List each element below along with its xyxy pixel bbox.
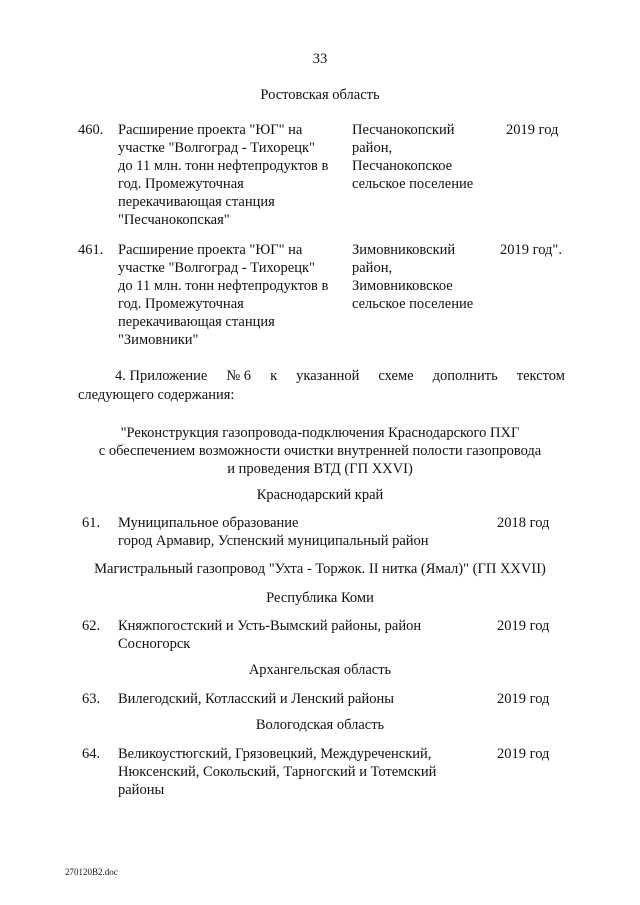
item-description: Великоустюгский, Грязовецкий, Междуреченский, Нюксенский, Сокольский, Тарногский и Тотемский районы xyxy=(118,746,437,798)
item-year: 2019 год xyxy=(497,618,550,634)
region-heading: Архангельская область xyxy=(248,662,392,678)
region-heading: Краснодарский край xyxy=(256,487,384,503)
item-number: 61. xyxy=(82,515,101,531)
item-location: Песчанокопский район, Песчанокопское сельское поселение xyxy=(352,122,474,192)
item-year: 2019 год xyxy=(497,746,550,762)
item-number: 63. xyxy=(82,691,101,707)
section-title-line: с обеспечением возможности очистки внутренней полости газопровода xyxy=(98,443,542,459)
item-description: Муниципальное образование город Армавир, Успенский муниципальный район xyxy=(118,515,429,549)
item-number: 460. xyxy=(78,122,104,138)
item-number: 62. xyxy=(82,618,101,634)
item-description: Расширение проекта "ЮГ" на участке "Волгоград - Тихорецк" до 11 млн. тонн нефтепродуктов в год. Промежуточная перекачивающая станция "Песчанокопская" xyxy=(118,122,329,228)
item-number: 461. xyxy=(78,242,104,258)
item-year: 2019 год xyxy=(497,691,550,707)
item-year: 2018 год xyxy=(497,515,550,531)
item-description: Расширение проекта "ЮГ" на участке "Волгоград - Тихорецк" до 11 млн. тонн нефтепродуктов в год. Промежуточная перекачивающая станция "Зимовники" xyxy=(118,242,329,348)
region-heading: Республика Коми xyxy=(266,590,374,606)
section-title-line: "Реконструкция газопровода-подключения Краснодарского ПХГ xyxy=(120,425,520,441)
amendment-line-2: следующего содержания: xyxy=(78,387,235,403)
item-year: 2019 год xyxy=(506,122,559,138)
region-heading: Вологодская область xyxy=(255,717,385,733)
section-title: Магистральный газопровод "Ухта - Торжок. II нитка (Ямал)" (ГП XXVII) xyxy=(94,561,546,577)
region-heading-rostov: Ростовская область xyxy=(260,87,380,103)
item-description: Княжпогостский и Усть-Вымский районы, район Сосногорск xyxy=(118,618,422,652)
item-number: 64. xyxy=(82,746,101,762)
item-year: 2019 год". xyxy=(500,242,562,258)
section-title-line: и проведения ВТД (ГП XXVI) xyxy=(227,461,413,477)
item-description: Вилегодский, Котласский и Ленский районы xyxy=(118,691,395,707)
item-location: Зимовниковский район, Зимовниковское сельское поселение xyxy=(352,242,474,312)
footer-filename: 270120В2.doc xyxy=(65,867,118,877)
amendment-line-1: 4. Приложение № 6 к указанной схеме дополнить текстом xyxy=(115,368,565,384)
page-number: 33 xyxy=(312,51,328,67)
